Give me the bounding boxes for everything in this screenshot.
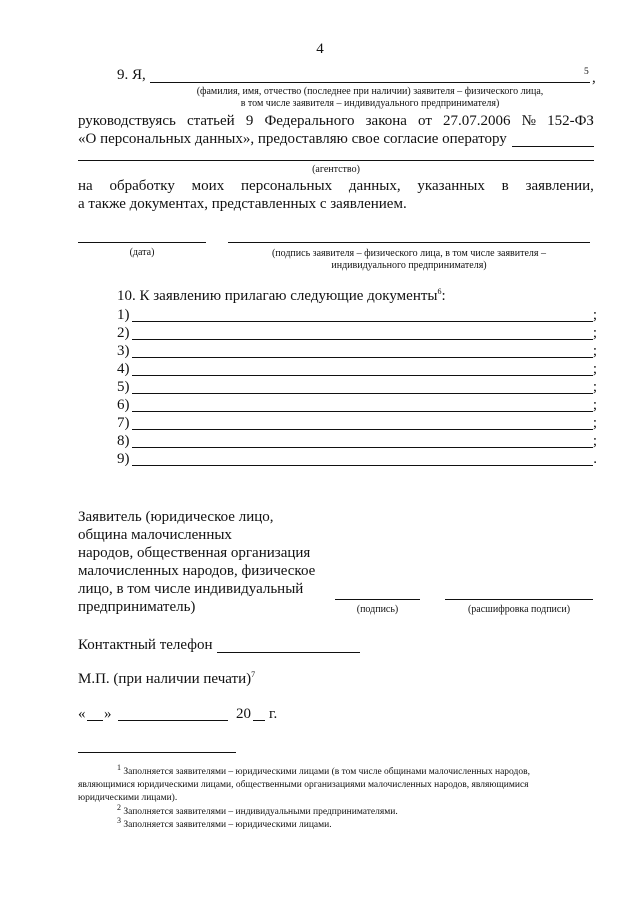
item-end: ;: [592, 415, 597, 431]
stamp-label: [78, 670, 255, 688]
item-number: 7): [117, 415, 130, 431]
signature-decoding-field[interactable]: [445, 599, 593, 600]
date-caption: (дата): [129, 247, 155, 258]
applicant-line-5: лицо, в том числе индивидуальный: [78, 581, 304, 597]
month-field[interactable]: [118, 720, 228, 721]
footnote-3-text: Заполняется заявителями – юридическими лицами.: [123, 820, 332, 830]
item-number: 1): [117, 307, 130, 323]
document-item: [117, 396, 607, 414]
document-item: [117, 360, 607, 378]
footnote-1-line-2: являющимися юридическими лицами, общественными организациями малочисленных народов, являющимися: [78, 780, 529, 790]
applicant-line-4: малочисленных народов, физическое: [78, 563, 316, 579]
word: №: [521, 113, 536, 129]
item-end: ;: [592, 433, 597, 449]
item-end: ;: [592, 343, 597, 359]
footnote-2-ref: 2: [117, 802, 121, 812]
footnote-ref-5: 5: [584, 67, 589, 77]
signature-field[interactable]: [228, 242, 590, 243]
fullname-caption-2: в том числе заявителя – индивидуального предпринимателя): [240, 98, 500, 109]
consent-text-line-1: [78, 112, 594, 130]
open-quote: «: [78, 706, 86, 722]
item-number: 6): [117, 397, 130, 413]
item-end: ;: [592, 307, 597, 323]
document-field[interactable]: [132, 465, 593, 466]
agency-caption: (агентство): [312, 164, 360, 175]
word: заявлении,: [525, 178, 594, 194]
section-9-label: 9. Я,: [117, 67, 146, 83]
year-field[interactable]: [253, 720, 265, 721]
word: Федерального: [264, 113, 355, 129]
footnote-separator: [78, 752, 236, 753]
document-item: [117, 450, 607, 468]
date-field[interactable]: [78, 242, 206, 243]
item-end: .: [593, 451, 597, 467]
document-item: [117, 306, 607, 324]
footnote-1-text: Заполняется заявителями – юридическими лицами (в том числе общинами малочисленных народов,: [123, 767, 530, 777]
stamp-text: М.П. (при наличии печати): [78, 671, 252, 687]
signature-caption-1: (подпись заявителя – физического лица, в том числе заявителя –: [271, 248, 547, 259]
page-number: 4: [316, 41, 324, 57]
heading-text: 10. К заявлению прилагаю следующие документы: [117, 288, 438, 304]
document-item: [117, 378, 607, 396]
document-item: [117, 414, 607, 432]
item-number: 5): [117, 379, 130, 395]
document-field[interactable]: [132, 447, 593, 448]
year-suffix: г.: [269, 706, 278, 722]
item-end: ;: [592, 379, 597, 395]
footnote-2: [117, 802, 398, 819]
footnote-3: [117, 815, 332, 832]
document-field[interactable]: [132, 375, 593, 376]
fullname-caption-1: (фамилия, имя, отчество (последнее при наличии) заявителя – физического лица,: [196, 86, 544, 97]
fullname-field[interactable]: [150, 82, 590, 83]
agency-field[interactable]: [78, 160, 594, 161]
applicant-signature-field[interactable]: [335, 599, 420, 600]
footnote-1-ref: 1: [117, 762, 121, 772]
signature-caption-2: индивидуального предпринимателя): [331, 260, 487, 271]
contact-phone-field[interactable]: [217, 652, 360, 653]
item-end: ;: [592, 325, 597, 341]
document-item: [117, 324, 607, 342]
document-field[interactable]: [132, 393, 593, 394]
year-prefix: 20: [236, 706, 251, 722]
item-end: ;: [592, 361, 597, 377]
word: в: [501, 178, 509, 194]
word: руководствуясь: [78, 113, 176, 129]
consent-text-line-3: [78, 177, 594, 195]
footnote-2-text: Заполняется заявителями – индивидуальными предпринимателями.: [123, 807, 398, 817]
word: указанных: [417, 178, 485, 194]
section-10-heading: [117, 287, 446, 305]
colon: :: [441, 288, 446, 304]
word: 9: [245, 113, 254, 129]
item-end: ;: [592, 397, 597, 413]
item-number: 2): [117, 325, 130, 341]
document-field[interactable]: [132, 339, 593, 340]
close-quote: »: [104, 706, 112, 722]
item-number: 4): [117, 361, 130, 377]
day-field[interactable]: [87, 720, 103, 721]
word: от: [418, 113, 432, 129]
signature-decoding-caption: (расшифровка подписи): [467, 604, 571, 615]
word: данных,: [348, 178, 401, 194]
document-field[interactable]: [132, 357, 593, 358]
applicant-signature-caption: (подпись): [356, 604, 399, 615]
consent-text-line-4: а также документах, представленных с заявлением.: [78, 196, 407, 212]
word: моих: [191, 178, 225, 194]
word: персональных: [241, 178, 333, 194]
word: на: [78, 178, 93, 194]
footnote-1-line-1: [117, 762, 530, 779]
word: статьей: [186, 113, 235, 129]
footnote-1-line-3: юридическими лицами).: [78, 793, 178, 803]
item-number: 3): [117, 343, 130, 359]
footnote-3-ref: 3: [117, 815, 121, 825]
consent-text-line-2: «О персональных данных», предоставляю свое согласие оператору: [78, 131, 507, 147]
contact-phone-label: Контактный телефон: [78, 637, 213, 653]
word: обработку: [109, 178, 175, 194]
operator-field[interactable]: [512, 146, 594, 147]
document-field[interactable]: [132, 321, 593, 322]
word: закона: [365, 113, 407, 129]
document-item: [117, 432, 607, 450]
footnote-ref-6: 6: [437, 287, 442, 296]
applicant-line-2: община малочисленных: [78, 527, 232, 543]
applicant-line-3: народов, общественная организация: [78, 545, 311, 561]
word: 27.07.2006: [443, 113, 511, 129]
word: 152-ФЗ: [547, 113, 594, 129]
applicant-line-6: предприниматель): [78, 599, 196, 615]
document-field[interactable]: [132, 429, 593, 430]
item-number: 8): [117, 433, 130, 449]
item-number: 9): [117, 451, 130, 467]
document-item: [117, 342, 607, 360]
applicant-line-1: Заявитель (юридическое лицо,: [78, 509, 274, 525]
comma: ,: [592, 70, 596, 86]
footnote-ref-7: 7: [251, 670, 256, 679]
document-field[interactable]: [132, 411, 593, 412]
